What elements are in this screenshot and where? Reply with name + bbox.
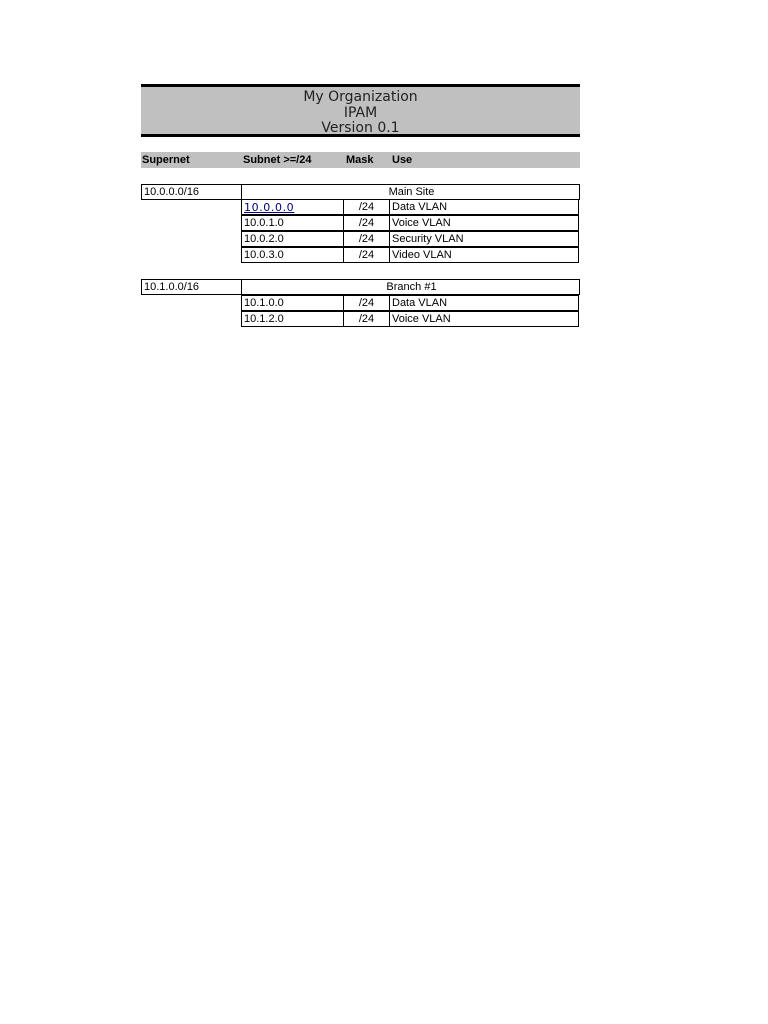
use-cell[interactable]: Voice VLAN [389, 215, 579, 231]
col-header-subnet: Subnet >=/24 [243, 154, 312, 166]
subnet-cell[interactable] [241, 199, 344, 215]
version-label: Version 0.1 [321, 120, 400, 136]
app-title: IPAM [343, 104, 378, 121]
column-header-row [141, 152, 580, 168]
mask-cell[interactable]: /24 [343, 311, 390, 327]
mask-cell[interactable]: /24 [343, 215, 390, 231]
subnet-cell[interactable]: 10.0.3.0 [241, 247, 344, 263]
mask-cell[interactable]: /24 [343, 231, 390, 247]
col-header-mask: Mask [346, 154, 374, 166]
use-cell[interactable]: Voice VLAN [389, 311, 579, 327]
mask-cell[interactable]: /24 [343, 199, 390, 215]
subnet-link[interactable]: 10.0.0.0 [244, 201, 295, 214]
col-header-supernet: Supernet [142, 154, 190, 166]
supernet-cell[interactable]: 10.1.0.0/16 [141, 279, 242, 295]
supernet-cell[interactable]: 10.0.0.0/16 [141, 184, 242, 200]
use-cell[interactable]: Security VLAN [389, 231, 579, 247]
mask-cell[interactable]: /24 [343, 247, 390, 263]
site-name-cell[interactable]: Branch #1 [241, 279, 580, 295]
col-header-use: Use [392, 154, 413, 166]
ipam-title-banner [141, 84, 580, 137]
subnet-cell[interactable]: 10.0.1.0 [241, 215, 344, 231]
subnet-cell[interactable]: 10.1.2.0 [241, 311, 344, 327]
use-cell[interactable]: Data VLAN [389, 295, 579, 311]
org-title: My Organization [303, 89, 418, 105]
use-cell[interactable]: Video VLAN [389, 247, 579, 263]
subnet-cell[interactable]: 10.1.0.0 [241, 295, 344, 311]
site-name-cell[interactable]: Main Site [241, 184, 580, 200]
mask-cell[interactable]: /24 [343, 295, 390, 311]
subnet-cell[interactable]: 10.0.2.0 [241, 231, 344, 247]
use-cell[interactable]: Data VLAN [389, 199, 579, 215]
